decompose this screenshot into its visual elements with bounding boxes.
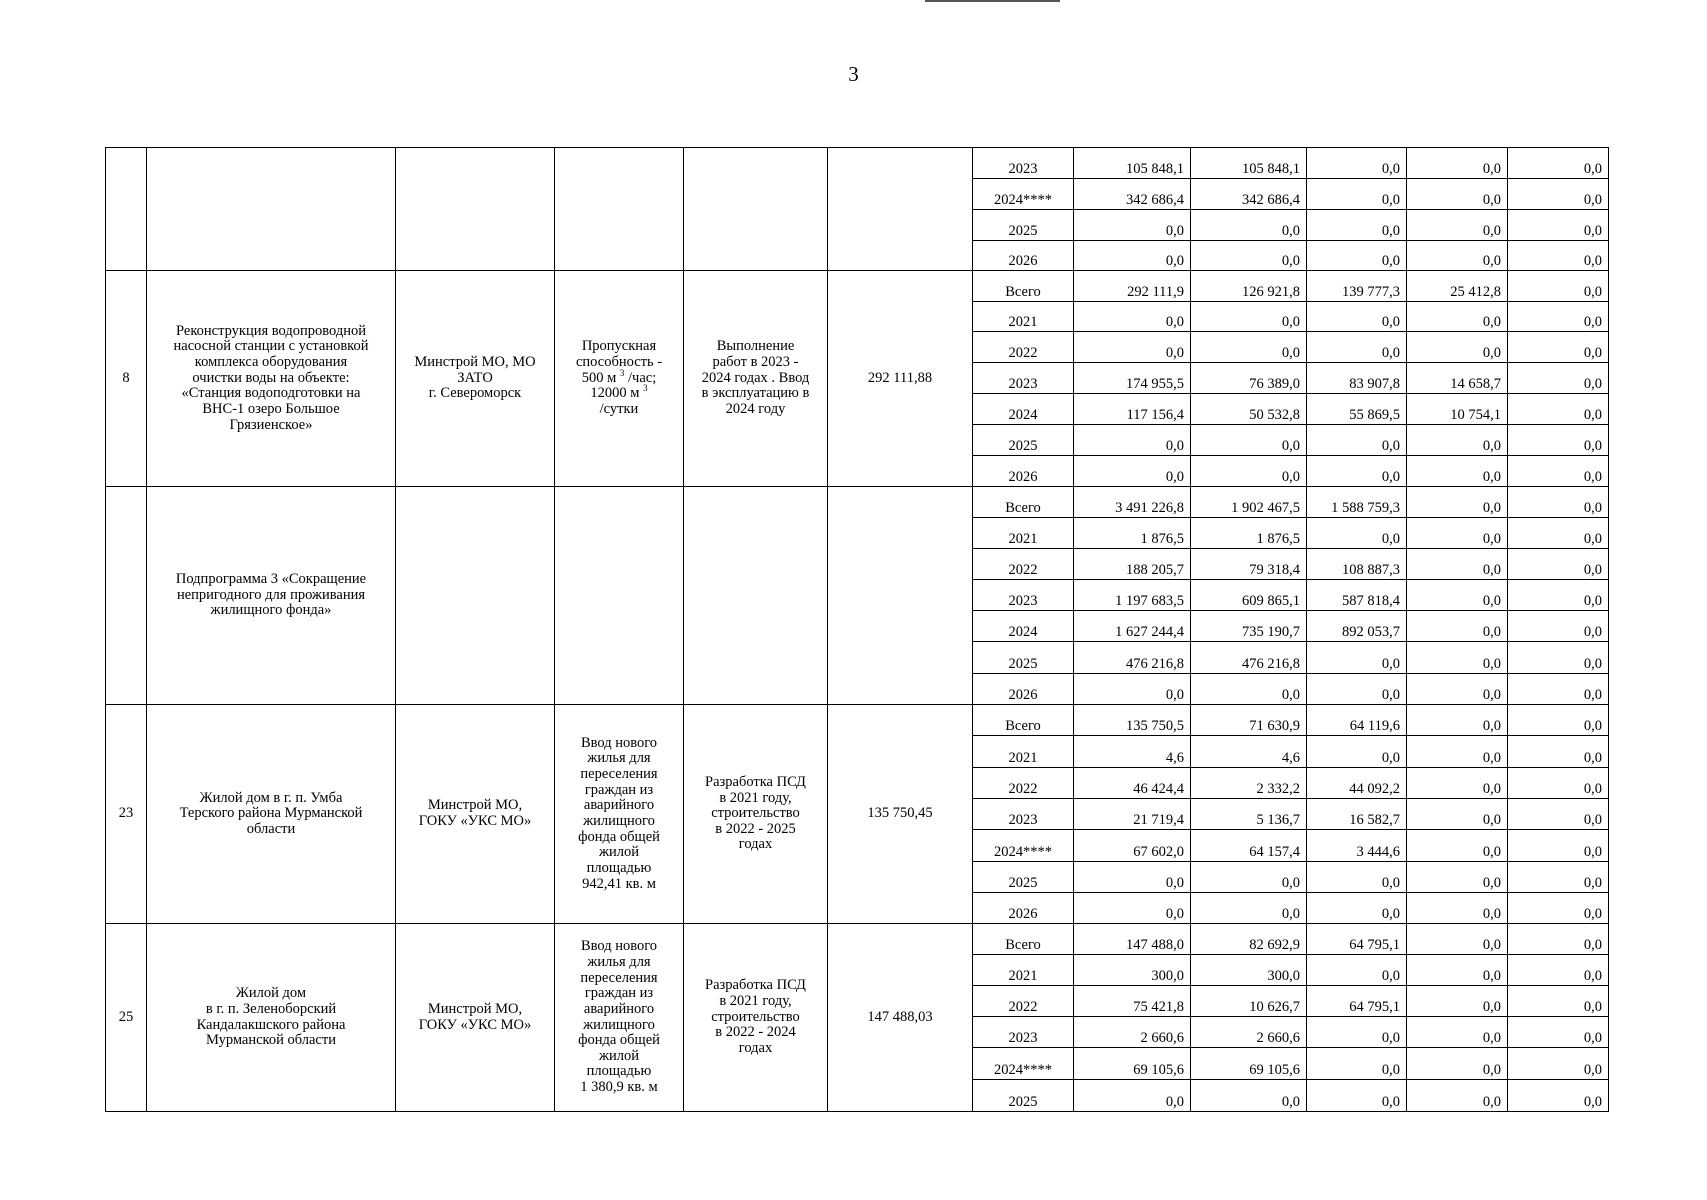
amount-cell: 67 602,0 — [1074, 830, 1191, 862]
text-line: комплекса оборудования — [194, 354, 348, 371]
year-cell: 2025 — [973, 210, 1074, 241]
text-line: Минстрой МО, МО — [414, 354, 536, 371]
amount-cell: 0,0 — [1307, 210, 1407, 241]
amount-cell: 0,0 — [1191, 210, 1307, 241]
amount-cell: 0,0 — [1191, 456, 1307, 487]
amount-cell: 0,0 — [1508, 148, 1609, 179]
text-line: Кандалакшского района — [196, 1016, 346, 1033]
item-name — [147, 148, 396, 271]
text-line: Жилой дом — [235, 985, 307, 1002]
amount-cell: 139 777,3 — [1307, 271, 1407, 302]
text-line: жилья для — [587, 750, 651, 767]
amount-cell: 64 795,1 — [1307, 986, 1407, 1017]
text-line: строительство — [711, 805, 800, 822]
amount-cell: 0,0 — [1074, 425, 1191, 456]
year-cell: 2025 — [973, 862, 1074, 893]
amount-cell: 108 887,3 — [1307, 549, 1407, 580]
amount-cell: 0,0 — [1074, 1080, 1191, 1112]
amount-cell: 1 627 244,4 — [1074, 611, 1191, 642]
amount-cell: 0,0 — [1407, 487, 1508, 518]
text-line: площадью — [586, 1063, 652, 1080]
text-line: в 2022 - 2024 — [715, 1024, 796, 1041]
amount-cell: 0,0 — [1508, 611, 1609, 642]
amount-cell: 0,0 — [1307, 179, 1407, 210]
amount-cell: 0,0 — [1508, 425, 1609, 456]
year-cell: 2025 — [973, 642, 1074, 674]
year-cell: 2022 — [973, 768, 1074, 799]
amount-cell: 14 658,7 — [1407, 363, 1508, 394]
amount-cell: 0,0 — [1407, 642, 1508, 674]
amount-cell: 0,0 — [1508, 518, 1609, 549]
year-cell: 2024**** — [973, 179, 1074, 210]
amount-cell: 0,0 — [1508, 241, 1609, 271]
year-cell: 2026 — [973, 893, 1074, 924]
item-number — [106, 148, 147, 271]
year-cell: 2023 — [973, 363, 1074, 394]
year-cell: 2023 — [973, 799, 1074, 830]
text-line: аварийного — [583, 1000, 655, 1017]
text-line: «Станция водоподготовки на — [181, 385, 361, 402]
amount-cell: 147 488,0 — [1074, 924, 1191, 955]
budget-table — [105, 147, 1609, 1112]
estimated-cost — [828, 148, 973, 271]
amount-cell: 0,0 — [1307, 302, 1407, 332]
amount-cell: 0,0 — [1407, 674, 1508, 705]
text-line: переселения — [580, 969, 658, 986]
amount-cell: 2 660,6 — [1191, 1017, 1307, 1048]
estimated-cost: 292 111,88 — [828, 271, 973, 487]
amount-cell: 342 686,4 — [1074, 179, 1191, 210]
amount-cell: 4,6 — [1191, 736, 1307, 768]
text-line: способность - — [575, 354, 663, 371]
amount-cell: 609 865,1 — [1191, 580, 1307, 611]
amount-cell: 188 205,7 — [1074, 549, 1191, 580]
amount-cell: 0,0 — [1508, 924, 1609, 955]
text-line: годах — [738, 1039, 773, 1056]
amount-cell: 0,0 — [1407, 705, 1508, 736]
amount-cell: 0,0 — [1407, 580, 1508, 611]
year-cell: Всего — [973, 271, 1074, 302]
amount-cell: 0,0 — [1407, 179, 1508, 210]
amount-cell: 476 216,8 — [1191, 642, 1307, 674]
year-cell: 2021 — [973, 518, 1074, 549]
text-line: Ввод нового — [580, 734, 658, 751]
amount-cell: 105 848,1 — [1191, 148, 1307, 179]
year-cell: 2025 — [973, 425, 1074, 456]
amount-cell: 0,0 — [1508, 736, 1609, 768]
capacity — [555, 148, 684, 271]
amount-cell: 0,0 — [1074, 456, 1191, 487]
timing — [684, 148, 828, 271]
amount-cell: 0,0 — [1307, 862, 1407, 893]
amount-cell: 69 105,6 — [1074, 1048, 1191, 1080]
year-cell: 2021 — [973, 736, 1074, 768]
text-line: Разработка ПСД — [705, 977, 806, 994]
text-line: жилья для — [587, 953, 651, 970]
text-line: аварийного — [583, 797, 655, 814]
amount-cell: 174 955,5 — [1074, 363, 1191, 394]
timing — [684, 271, 828, 487]
text-line: 1 380,9 кв. м — [580, 1079, 658, 1096]
amount-cell: 0,0 — [1508, 210, 1609, 241]
text-line: строительство — [711, 1008, 800, 1025]
text-line: Ввод нового — [580, 938, 658, 955]
amount-cell: 0,0 — [1407, 302, 1508, 332]
amount-cell: 2 332,2 — [1191, 768, 1307, 799]
amount-cell: 0,0 — [1191, 893, 1307, 924]
amount-cell: 0,0 — [1307, 425, 1407, 456]
capacity — [555, 924, 684, 1112]
text-line: граждан из — [584, 985, 654, 1002]
amount-cell: 0,0 — [1508, 705, 1609, 736]
text-line: Разработка ПСД — [705, 773, 806, 790]
item-name — [147, 705, 396, 924]
item-name — [147, 271, 396, 487]
amount-cell: 0,0 — [1074, 210, 1191, 241]
amount-cell: 1 197 683,5 — [1074, 580, 1191, 611]
item-name — [147, 924, 396, 1112]
amount-cell: 1 876,5 — [1074, 518, 1191, 549]
year-cell: 2025 — [973, 1080, 1074, 1112]
amount-cell: 0,0 — [1508, 179, 1609, 210]
amount-cell: 0,0 — [1407, 210, 1508, 241]
amount-cell: 0,0 — [1508, 986, 1609, 1017]
table-row — [106, 924, 1609, 955]
executor — [396, 271, 555, 487]
amount-cell: 10 754,1 — [1407, 394, 1508, 425]
amount-cell: 0,0 — [1307, 148, 1407, 179]
text-line: 12000 м $^3$ — [590, 383, 648, 402]
text-line: Терского района Мурманской — [179, 805, 363, 822]
amount-cell: 0,0 — [1307, 736, 1407, 768]
capacity — [555, 705, 684, 924]
amount-cell: 0,0 — [1508, 580, 1609, 611]
text-line: площадью — [586, 859, 652, 876]
amount-cell: 76 389,0 — [1191, 363, 1307, 394]
amount-cell: 342 686,4 — [1191, 179, 1307, 210]
amount-cell: 0,0 — [1508, 332, 1609, 363]
amount-cell: 1 876,5 — [1191, 518, 1307, 549]
text-line: г. Североморск — [428, 385, 522, 402]
amount-cell: 0,0 — [1074, 241, 1191, 271]
year-cell: 2023 — [973, 148, 1074, 179]
amount-cell: 0,0 — [1508, 363, 1609, 394]
amount-cell: 0,0 — [1407, 611, 1508, 642]
amount-cell: 0,0 — [1407, 241, 1508, 271]
amount-cell: 0,0 — [1407, 862, 1508, 893]
text-line: ЗАТО — [457, 369, 493, 386]
amount-cell: 69 105,6 — [1191, 1048, 1307, 1080]
table-row — [106, 148, 1609, 179]
amount-cell: 0,0 — [1508, 456, 1609, 487]
amount-cell: 0,0 — [1191, 862, 1307, 893]
amount-cell: 0,0 — [1508, 893, 1609, 924]
text-line: непригодного для проживания — [176, 586, 366, 603]
amount-cell: 0,0 — [1508, 1048, 1609, 1080]
amount-cell: 126 921,8 — [1191, 271, 1307, 302]
amount-cell: 0,0 — [1074, 674, 1191, 705]
amount-cell: 25 412,8 — [1407, 271, 1508, 302]
text-line: в г. п. Зеленоборский — [205, 1000, 337, 1017]
text-line: жилищного — [583, 813, 655, 829]
amount-cell: 0,0 — [1407, 549, 1508, 580]
year-cell: 2022 — [973, 332, 1074, 363]
text-line: Реконструкция водопроводной — [176, 322, 366, 339]
year-cell: 2024**** — [973, 1048, 1074, 1080]
text-line: фонда общей — [578, 1032, 660, 1049]
amount-cell: 0,0 — [1407, 924, 1508, 955]
amount-cell: 0,0 — [1407, 1017, 1508, 1048]
executor — [396, 705, 555, 924]
amount-cell: 0,0 — [1508, 799, 1609, 830]
text-line: фонда общей — [578, 828, 660, 845]
year-cell: 2022 — [973, 986, 1074, 1017]
year-cell: 2024**** — [973, 830, 1074, 862]
year-cell: Всего — [973, 705, 1074, 736]
amount-cell: 0,0 — [1307, 518, 1407, 549]
text-line: ГОКУ «УКС МО» — [418, 813, 532, 829]
amount-cell: 64 795,1 — [1307, 924, 1407, 955]
amount-cell: 0,0 — [1407, 736, 1508, 768]
amount-cell: 0,0 — [1508, 1080, 1609, 1112]
year-cell: 2023 — [973, 580, 1074, 611]
text-line: граждан из — [584, 781, 654, 798]
amount-cell: 0,0 — [1307, 1080, 1407, 1112]
amount-cell: 0,0 — [1191, 425, 1307, 456]
amount-cell: 0,0 — [1407, 518, 1508, 549]
amount-cell: 71 630,9 — [1191, 705, 1307, 736]
text-line: Мурманской области — [206, 1032, 336, 1049]
amount-cell: 105 848,1 — [1074, 148, 1191, 179]
amount-cell: 3 491 226,8 — [1074, 487, 1191, 518]
amount-cell: 0,0 — [1407, 955, 1508, 986]
page-number: 3 — [848, 62, 859, 86]
amount-cell: 0,0 — [1508, 394, 1609, 425]
text-line: жилой — [598, 1047, 640, 1064]
amount-cell: 0,0 — [1508, 642, 1609, 674]
amount-cell: 0,0 — [1191, 241, 1307, 271]
amount-cell: 2 660,6 — [1074, 1017, 1191, 1048]
amount-cell: 0,0 — [1307, 893, 1407, 924]
text-line: очистки воды на объекте: — [192, 369, 350, 386]
text-line: Выполнение — [716, 338, 795, 355]
item-number: 23 — [106, 705, 147, 924]
capacity — [555, 271, 684, 487]
amount-cell: 55 869,5 — [1307, 394, 1407, 425]
text-line: 2024 году — [725, 400, 786, 417]
amount-cell: 10 626,7 — [1191, 986, 1307, 1017]
text-line: 942,41 кв. м — [582, 875, 656, 892]
text-line: годах — [738, 836, 773, 853]
amount-cell: 64 119,6 — [1307, 705, 1407, 736]
amount-cell: 0,0 — [1074, 893, 1191, 924]
year-cell: 2024 — [973, 611, 1074, 642]
amount-cell: 0,0 — [1307, 456, 1407, 487]
amount-cell: 735 190,7 — [1191, 611, 1307, 642]
amount-cell: 0,0 — [1307, 642, 1407, 674]
amount-cell: 4,6 — [1074, 736, 1191, 768]
text-line: ГОКУ «УКС МО» — [418, 1016, 532, 1033]
table-row — [106, 487, 1609, 518]
text-line: жилищного — [583, 1016, 655, 1033]
amount-cell: 0,0 — [1307, 674, 1407, 705]
top-edge-mark — [925, 0, 1060, 2]
amount-cell: 50 532,8 — [1191, 394, 1307, 425]
amount-cell: 0,0 — [1307, 1048, 1407, 1080]
amount-cell: 0,0 — [1508, 674, 1609, 705]
amount-cell: 0,0 — [1508, 955, 1609, 986]
amount-cell: 0,0 — [1074, 332, 1191, 363]
amount-cell: 0,0 — [1191, 332, 1307, 363]
amount-cell: 292 111,9 — [1074, 271, 1191, 302]
amount-cell: 0,0 — [1307, 955, 1407, 986]
amount-cell: 0,0 — [1508, 1017, 1609, 1048]
text-line: Подпрограмма 3 «Сокращение — [175, 571, 367, 588]
amount-cell: 0,0 — [1407, 893, 1508, 924]
amount-cell: 0,0 — [1407, 425, 1508, 456]
amount-cell: 3 444,6 — [1307, 830, 1407, 862]
amount-cell: 0,0 — [1407, 1080, 1508, 1112]
amount-cell: 0,0 — [1407, 1048, 1508, 1080]
text-line: насосной станции с установкой — [173, 338, 369, 355]
amount-cell: 0,0 — [1407, 148, 1508, 179]
capacity — [555, 487, 684, 705]
text-line: ВНС-1 озеро Большое — [202, 400, 340, 417]
year-cell: 2023 — [973, 1017, 1074, 1048]
executor — [396, 487, 555, 705]
text-line: в 2022 - 2025 — [715, 820, 796, 837]
amount-cell: 83 907,8 — [1307, 363, 1407, 394]
amount-cell: 21 719,4 — [1074, 799, 1191, 830]
text-line: Грязиенское» — [229, 416, 313, 433]
text-line: /сутки — [599, 400, 639, 417]
timing — [684, 487, 828, 705]
text-line: 2024 годах . Ввод — [701, 369, 810, 386]
amount-cell: 0,0 — [1407, 830, 1508, 862]
amount-cell: 79 318,4 — [1191, 549, 1307, 580]
text-line: Жилой дом в г. п. Умба — [199, 789, 343, 806]
amount-cell: 0,0 — [1407, 986, 1508, 1017]
amount-cell: 0,0 — [1508, 768, 1609, 799]
amount-cell: 0,0 — [1508, 830, 1609, 862]
year-cell: 2021 — [973, 955, 1074, 986]
text-line: 500 м $^3$ /час; — [581, 367, 657, 386]
text-line: жилищного фонда» — [210, 602, 332, 619]
timing — [684, 924, 828, 1112]
amount-cell: 135 750,5 — [1074, 705, 1191, 736]
table-row — [106, 271, 1609, 302]
amount-cell: 16 582,7 — [1307, 799, 1407, 830]
amount-cell: 0,0 — [1508, 549, 1609, 580]
executor — [396, 924, 555, 1112]
amount-cell: 300,0 — [1074, 955, 1191, 986]
year-cell: 2021 — [973, 302, 1074, 332]
text-line: области — [246, 820, 296, 837]
year-cell: Всего — [973, 487, 1074, 518]
amount-cell: 0,0 — [1407, 332, 1508, 363]
amount-cell: 75 421,8 — [1074, 986, 1191, 1017]
amount-cell: 0,0 — [1307, 1017, 1407, 1048]
amount-cell: 1 902 467,5 — [1191, 487, 1307, 518]
amount-cell: 64 157,4 — [1191, 830, 1307, 862]
amount-cell: 0,0 — [1407, 768, 1508, 799]
estimated-cost — [828, 487, 973, 705]
amount-cell: 117 156,4 — [1074, 394, 1191, 425]
amount-cell: 476 216,8 — [1074, 642, 1191, 674]
amount-cell: 1 588 759,3 — [1307, 487, 1407, 518]
amount-cell: 82 692,9 — [1191, 924, 1307, 955]
item-name — [147, 487, 396, 705]
year-cell: 2022 — [973, 549, 1074, 580]
amount-cell: 46 424,4 — [1074, 768, 1191, 799]
amount-cell: 0,0 — [1191, 674, 1307, 705]
amount-cell: 0,0 — [1191, 1080, 1307, 1112]
amount-cell: 0,0 — [1074, 862, 1191, 893]
table-row — [106, 705, 1609, 736]
text-line: в 2021 году, — [719, 789, 792, 806]
amount-cell: 0,0 — [1508, 862, 1609, 893]
executor — [396, 148, 555, 271]
estimated-cost: 135 750,45 — [828, 705, 973, 924]
amount-cell: 0,0 — [1407, 456, 1508, 487]
text-line: Пропускная — [581, 338, 657, 355]
amount-cell: 0,0 — [1508, 487, 1609, 518]
text-line: Минстрой МО, — [427, 797, 523, 814]
amount-cell: 0,0 — [1407, 799, 1508, 830]
year-cell: 2026 — [973, 456, 1074, 487]
amount-cell: 892 053,7 — [1307, 611, 1407, 642]
amount-cell: 587 818,4 — [1307, 580, 1407, 611]
item-number: 25 — [106, 924, 147, 1112]
amount-cell: 0,0 — [1307, 332, 1407, 363]
text-line: Минстрой МО, — [427, 1000, 523, 1017]
year-cell: 2026 — [973, 241, 1074, 271]
year-cell: 2026 — [973, 674, 1074, 705]
amount-cell: 5 136,7 — [1191, 799, 1307, 830]
amount-cell: 44 092,2 — [1307, 768, 1407, 799]
year-cell: 2024 — [973, 394, 1074, 425]
item-number: 8 — [106, 271, 147, 487]
amount-cell: 300,0 — [1191, 955, 1307, 986]
text-line: жилой — [598, 844, 640, 861]
amount-cell: 0,0 — [1508, 271, 1609, 302]
amount-cell: 0,0 — [1191, 302, 1307, 332]
amount-cell: 0,0 — [1508, 302, 1609, 332]
text-line: переселения — [580, 766, 658, 783]
item-number — [106, 487, 147, 705]
text-line: в 2021 году, — [719, 993, 792, 1010]
amount-cell: 0,0 — [1074, 302, 1191, 332]
text-line: работ в 2023 - — [712, 354, 799, 371]
text-line: в эксплуатацию в — [701, 385, 810, 402]
amount-cell: 0,0 — [1307, 241, 1407, 271]
timing — [684, 705, 828, 924]
year-cell: Всего — [973, 924, 1074, 955]
estimated-cost: 147 488,03 — [828, 924, 973, 1112]
